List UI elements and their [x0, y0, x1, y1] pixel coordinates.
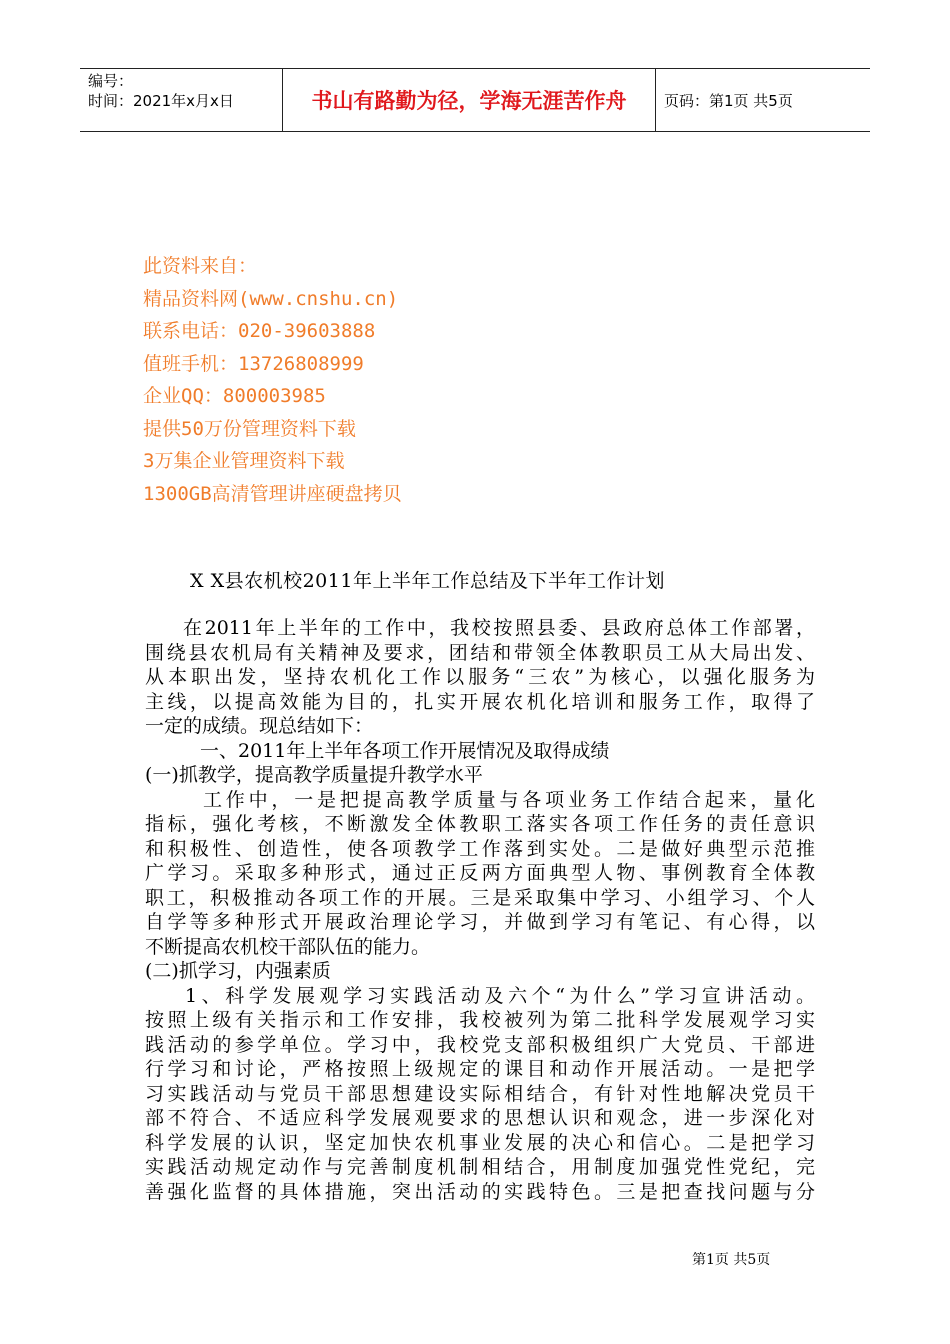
body-line: 在2011年上半年的工作中，我校按照县委、县政府总体工作部署， — [183, 617, 815, 639]
subsection-heading: (一)抓教学，提高教学质量提升教学水平 — [145, 764, 483, 786]
source-line: 此资料来自： — [143, 255, 258, 277]
body-line: 善强化监督的具体措施，突出活动的实践特色。三是把查找问题与分 — [145, 1180, 815, 1203]
body-line: 和积极性、创造性，使各项教学工作落到实处。二是做好典型示范推 — [145, 837, 815, 860]
body-line: 围绕县农机局有关精神及要求，团结和带领全体教职员工从大局出发、 — [145, 641, 815, 664]
subsection-heading: (二)抓学习，内强素质 — [145, 960, 331, 982]
body-line: 1、科学发展观学习实践活动及六个“为什么”学习宣讲活动。 — [185, 984, 815, 1007]
source-line: 提供50万份管理资料下载 — [143, 417, 356, 440]
body-line: 工作中，一是把提高教学质量与各项业务工作结合起来，量化 — [203, 788, 815, 811]
source-mobile: 值班手机：13726808999 — [143, 352, 364, 375]
header-motto: 书山有路勤为径，学海无涯苦作舟 — [282, 69, 656, 131]
body-line: 不断提高农机校干部队伍的能力。 — [145, 935, 431, 958]
page-footer: 第1页 共5页 — [692, 1252, 771, 1268]
body-line: 习实践活动与党员干部思想建设实际相结合，有针对性地解决党员干 — [145, 1082, 815, 1105]
source-line: 1300GB高清管理讲座硬盘拷贝 — [143, 482, 402, 505]
body-line: 部不符合、不适应科学发展观要求的思想认识和观念，进一步深化对 — [145, 1107, 815, 1129]
body-line: 自学等多种形式开展政治理论学习，并做到学习有笔记、有心得，以 — [145, 911, 815, 933]
body-line: 广学习。采取多种形式，通过正反两方面典型人物、事例教育全体教 — [145, 862, 815, 884]
page-header — [80, 68, 870, 132]
body-line: 行学习和讨论，严格按照上级规定的课目和动作开展活动。一是把学 — [145, 1058, 815, 1080]
document-body — [145, 616, 815, 1204]
source-website: 精品资料网(www.cnshu.cn) — [143, 287, 399, 310]
header-meta — [88, 71, 288, 111]
body-line: 实践活动规定动作与完善制度机制相结合，用制度加强党性党纪，完 — [145, 1156, 815, 1178]
source-phone: 联系电话：020-39603888 — [143, 320, 376, 342]
section-heading: 一、2011年上半年各项工作开展情况及取得成绩 — [200, 739, 610, 762]
body-line: 科学发展的认识，坚定加快农机事业发展的决心和信心。二是把学习 — [145, 1131, 815, 1154]
body-line: 从本职出发，坚持农机化工作以服务“三农”为核心，以强化服务为 — [145, 666, 815, 688]
document-title: X X县农机校2011年上半年工作总结及下半年工作计划 — [190, 570, 665, 592]
body-line: 职工，积极推动各项工作的开展。三是采取集中学习、小组学习、个人 — [145, 886, 815, 909]
number-label: 编号： — [88, 72, 134, 90]
source-qq: 企业QQ：800003985 — [143, 385, 326, 407]
body-line: 主线，以提高效能为目的，扎实开展农机化培训和服务工作，取得了 — [145, 690, 815, 713]
body-line: 指标，强化考核，不断激发全体教职工落实各项工作任务的责任意识 — [145, 813, 815, 835]
header-page-label: 页码：第1页 共5页 — [664, 91, 793, 110]
body-line: 按照上级有关指示和工作安排，我校被列为第二批科学发展观学习实 — [145, 1009, 815, 1031]
time-label: 时间：2021年x月x日 — [88, 92, 234, 110]
source-info — [143, 250, 402, 510]
body-line: 践活动的参学单位。学习中，我校党支部积极组织广大党员、干部进 — [145, 1033, 815, 1056]
source-line: 3万集企业管理资料下载 — [143, 450, 345, 472]
body-line: 一定的成绩。现总结如下： — [145, 715, 374, 737]
